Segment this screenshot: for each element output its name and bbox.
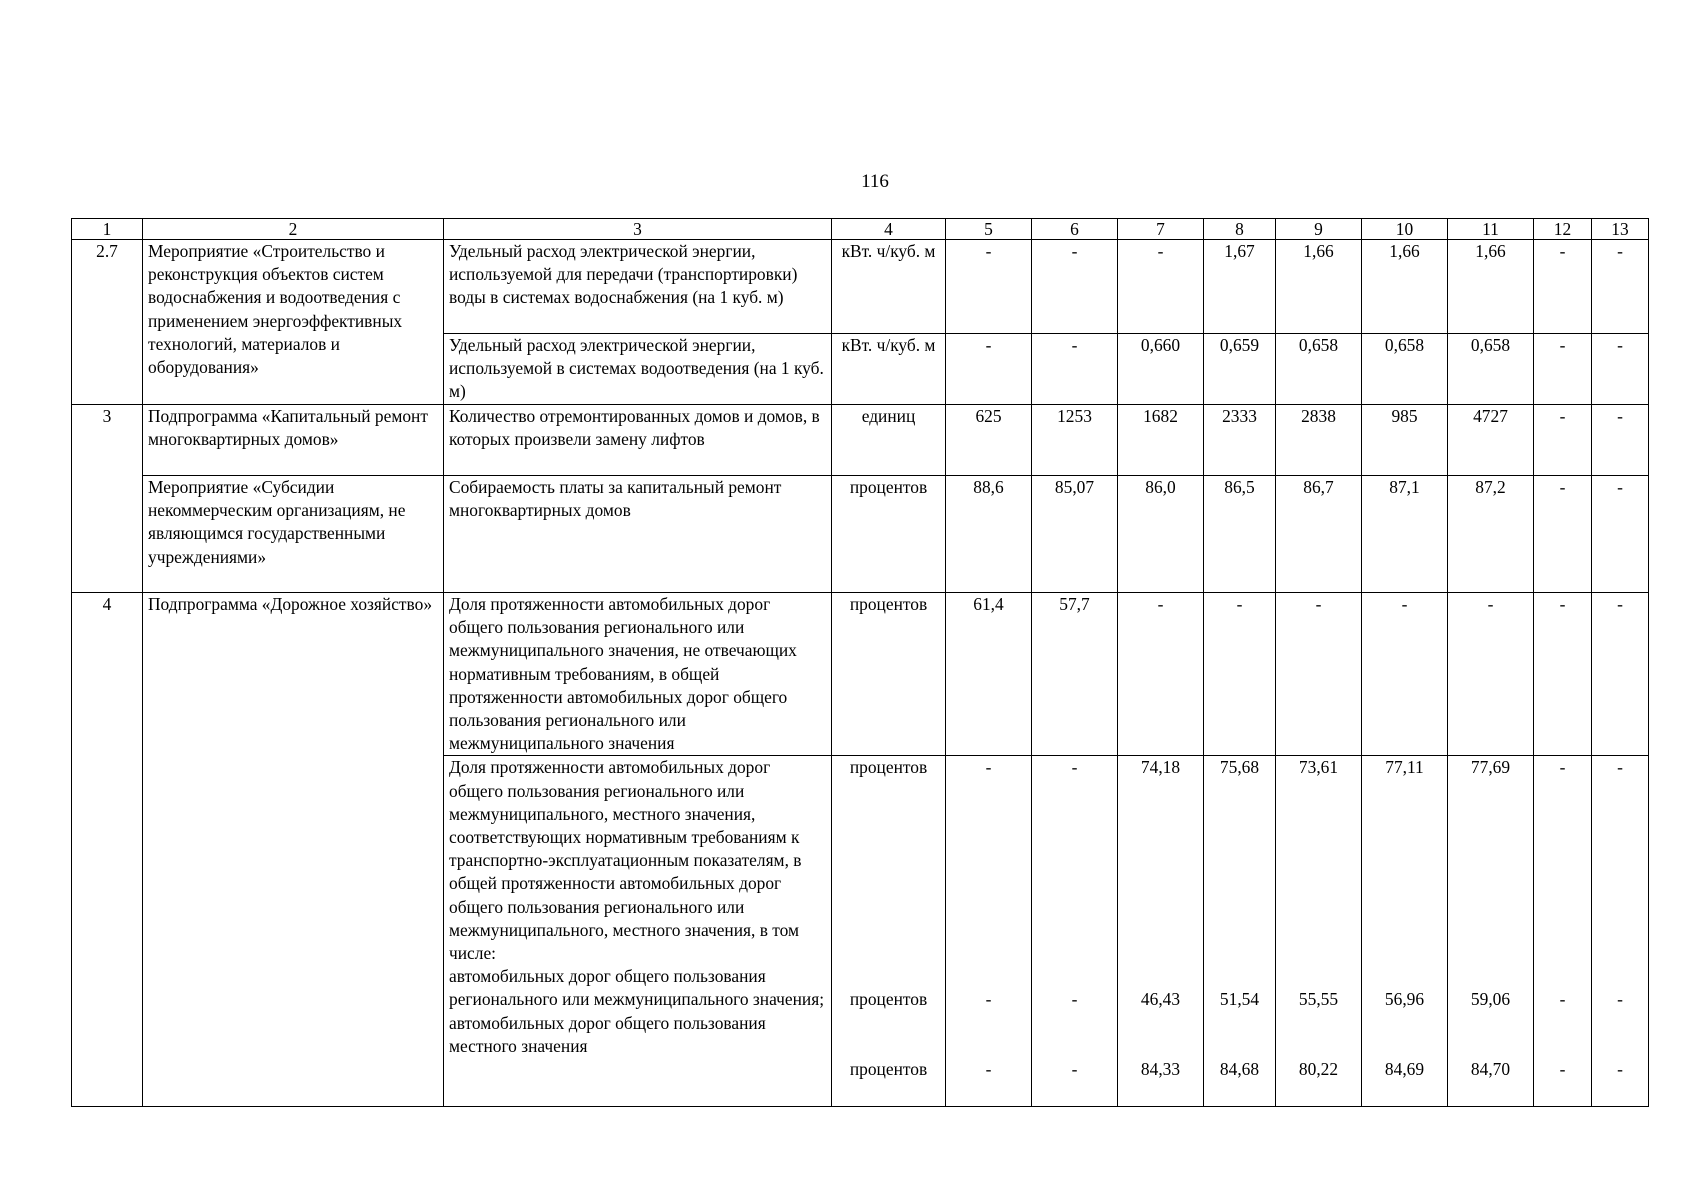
value-cell: - <box>1592 334 1649 405</box>
indicator-sub-regional: автомобильных дорог общего пользования регионального или межмуниципального значения; <box>449 966 825 1010</box>
table-row <box>72 240 1649 334</box>
column-header: 4 <box>832 219 946 240</box>
page-number: 116 <box>861 171 889 192</box>
indicator-text: Доля протяженности автомобильных дорог общего пользования регионального или межмуниципального значения, не отвечающих нормативным требованиям, в общей протяженности автомобильных дорог общего пользования регионального или межмуниципального значения <box>444 593 832 756</box>
column-header: 11 <box>1448 219 1534 240</box>
value-cell: 86,7 <box>1276 476 1362 593</box>
indicator-text: Собираемость платы за капитальный ремонт многоквартирных домов <box>444 476 832 593</box>
program-name: Мероприятие «Строительство и реконструкция объектов систем водоснабжения и водоотведения с применением энергоэффективных технологий, материалов и оборудования» <box>143 240 444 405</box>
indicator-main: Доля протяженности автомобильных дорог общего пользования регионального или межмуниципального, местного значения, соответствующих нормативным требованиям к транспортно-эксплуатационным показателям, в общей протяженности автомобильных дорог общего пользования регионального или межмуниципального, местного значения, в том числе: <box>449 757 802 964</box>
column-header: 1 <box>72 219 143 240</box>
value-cell: - <box>1204 593 1276 756</box>
indicator-text: Количество отремонтированных домов и домов, в которых произвели замену лифтов <box>444 405 832 476</box>
unit-cell: процентов <box>832 593 946 756</box>
value-cell: - - - <box>946 756 1032 1107</box>
column-header: 3 <box>444 219 832 240</box>
value-cell: 57,7 <box>1032 593 1118 756</box>
indicator-text: Удельный расход электрической энергии, используемой в системах водоотведения (на 1 куб. м) <box>444 334 832 405</box>
unit-cell: процентов процентов процентов <box>832 756 946 1107</box>
column-header: 7 <box>1118 219 1204 240</box>
value-cell: 0,660 <box>1118 334 1204 405</box>
value-cell: - - - <box>1534 756 1592 1107</box>
value-cell: - <box>1362 593 1448 756</box>
row-number: 2.7 <box>72 240 143 405</box>
value-cell: 88,6 <box>946 476 1032 593</box>
value-cell: - - - <box>1032 756 1118 1107</box>
value-cell: 87,2 <box>1448 476 1534 593</box>
column-header: 9 <box>1276 219 1362 240</box>
table-row <box>72 593 1649 756</box>
value-cell: - <box>1534 240 1592 334</box>
column-header: 12 <box>1534 219 1592 240</box>
column-header: 10 <box>1362 219 1448 240</box>
value-cell: 2333 <box>1204 405 1276 476</box>
value-cell: 73,61 55,55 80,22 <box>1276 756 1362 1107</box>
value-cell: - <box>946 240 1032 334</box>
value-cell: 74,18 46,43 84,33 <box>1118 756 1204 1107</box>
value-cell: 77,69 59,06 84,70 <box>1448 756 1534 1107</box>
value-cell: - <box>1118 593 1204 756</box>
table-row <box>72 405 1649 476</box>
value-cell: - <box>1276 593 1362 756</box>
column-header: 13 <box>1592 219 1649 240</box>
value-cell: - <box>1032 240 1118 334</box>
table-row <box>72 476 1649 593</box>
program-name: Подпрограмма «Капитальный ремонт многоквартирных домов» <box>143 405 444 476</box>
value-cell: - <box>946 334 1032 405</box>
indicator-sub-local: автомобильных дорог общего пользования местного значения <box>449 1012 766 1056</box>
value-cell: - <box>1448 593 1534 756</box>
row-number: 4 <box>72 593 143 1107</box>
value-cell: 85,07 <box>1032 476 1118 593</box>
value-cell: 625 <box>946 405 1032 476</box>
value-cell: - - - <box>1592 756 1649 1107</box>
table-header-row <box>72 219 1649 240</box>
value-cell: 86,5 <box>1204 476 1276 593</box>
unit-cell: процентов <box>832 476 946 593</box>
column-header: 5 <box>946 219 1032 240</box>
value-cell: - <box>1118 240 1204 334</box>
value-cell: 0,658 <box>1362 334 1448 405</box>
unit-cell: кВт. ч/куб. м <box>832 334 946 405</box>
value-cell: 1682 <box>1118 405 1204 476</box>
column-header: 2 <box>143 219 444 240</box>
value-cell: 87,1 <box>1362 476 1448 593</box>
value-cell: 2838 <box>1276 405 1362 476</box>
value-cell: - <box>1592 593 1649 756</box>
value-cell: 75,68 51,54 84,68 <box>1204 756 1276 1107</box>
value-cell: 1,67 <box>1204 240 1276 334</box>
value-cell: - <box>1534 405 1592 476</box>
value-cell: - <box>1534 334 1592 405</box>
value-cell: 61,4 <box>946 593 1032 756</box>
unit-cell: единиц <box>832 405 946 476</box>
column-header: 6 <box>1032 219 1118 240</box>
indicator-text <box>444 756 832 1107</box>
value-cell: - <box>1534 476 1592 593</box>
row-number: 3 <box>72 405 143 593</box>
value-cell: 1,66 <box>1448 240 1534 334</box>
value-cell: - <box>1032 334 1118 405</box>
value-cell: 985 <box>1362 405 1448 476</box>
value-cell: 0,659 <box>1204 334 1276 405</box>
program-name: Подпрограмма «Дорожное хозяйство» <box>143 593 444 1107</box>
value-cell: 4727 <box>1448 405 1534 476</box>
value-cell: 0,658 <box>1448 334 1534 405</box>
value-cell: - <box>1592 405 1649 476</box>
value-cell: 77,11 56,96 84,69 <box>1362 756 1448 1107</box>
indicator-text: Удельный расход электрической энергии, используемой для передачи (транспортировки) воды в системах водоснабжения (на 1 куб. м) <box>444 240 832 334</box>
value-cell: - <box>1534 593 1592 756</box>
value-cell: 86,0 <box>1118 476 1204 593</box>
column-header: 8 <box>1204 219 1276 240</box>
value-cell: 1,66 <box>1362 240 1448 334</box>
unit-cell: кВт. ч/куб. м <box>832 240 946 334</box>
value-cell: 1253 <box>1032 405 1118 476</box>
value-cell: 0,658 <box>1276 334 1362 405</box>
program-name: Мероприятие «Субсидии некоммерческим организациям, не являющимся государственными учреждениями» <box>143 476 444 593</box>
indicators-table <box>71 218 1649 1107</box>
value-cell: - <box>1592 240 1649 334</box>
value-cell: 1,66 <box>1276 240 1362 334</box>
value-cell: - <box>1592 476 1649 593</box>
